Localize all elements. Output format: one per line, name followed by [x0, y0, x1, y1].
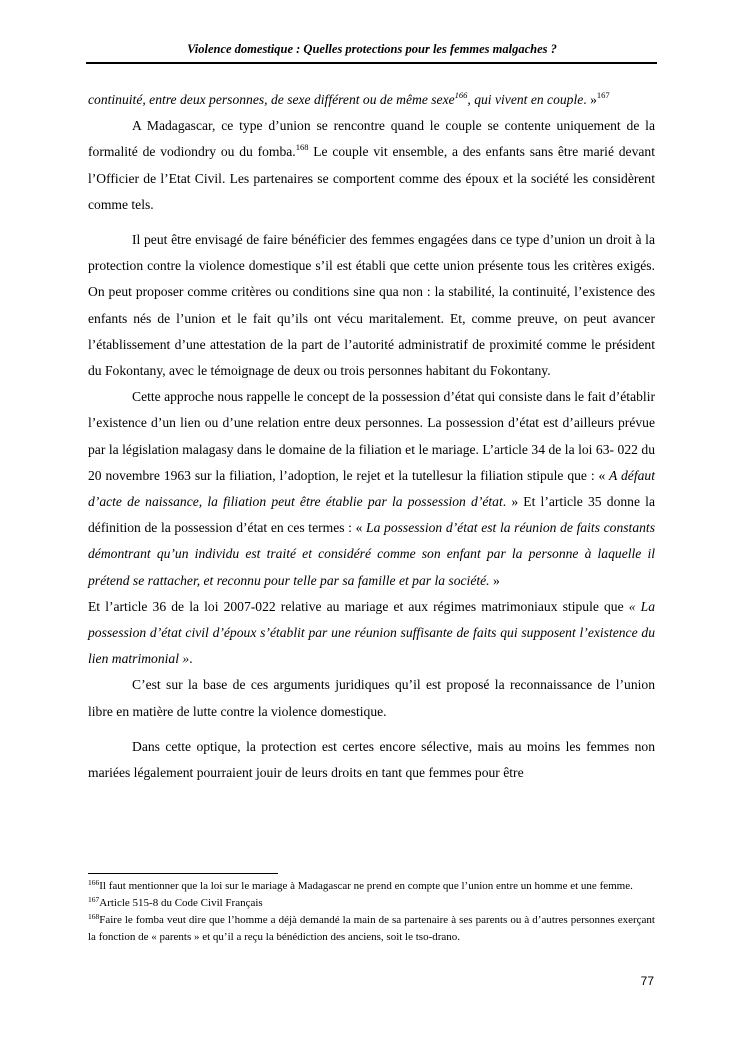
paragraph-1: [88, 87, 655, 113]
footnote-ref-167[interactable]: 167: [596, 90, 610, 100]
paragraph-4: [88, 384, 655, 594]
footnote-number: 166: [88, 878, 100, 887]
footnote-168: [88, 912, 655, 946]
footnote-167: [88, 895, 655, 912]
p4-quote-2: La possession d’état est la réunion de faits constants démontrant qu’un individu est traité et considéré comme son enfant par la personne à laquelle il prétend se rattacher, et reconnu pour telle par sa famille et par la société.: [88, 520, 655, 588]
footnote-separator: [88, 873, 278, 874]
p4-quote-1: A défaut d’acte de naissance, la filiation peut être établie par la possession d’état: [88, 467, 655, 510]
paragraph-2: [88, 113, 655, 218]
paragraph-7: Dans cette optique, la protection est certes encore sélective, mais au moins les femmes non mariées légalement pourraient jouir de leurs droits en tant que femmes pour être: [88, 738, 655, 781]
footnotes: [88, 878, 655, 946]
p5-quote: « La possession d’état civil d’époux s’établit par une réunion suffisante de faits qui supposent l’existence du lien matrimonial »: [88, 598, 655, 667]
page-number: 77: [640, 974, 654, 988]
p2-text-1: A Madagascar, ce type d’union se rencontre quand le couple se contente uniquement de la formalité de vodiondry ou du fomba.: [88, 118, 655, 160]
p5-text-1: Et l’article 36 de la loi 2007-022 relative au mariage et aux régimes matrimoniaux stipule que: [88, 598, 629, 614]
p1-text-3: . »: [583, 92, 597, 107]
p4-text-1: Cette approche nous rappelle le concept de la possession d’état qui consiste dans le fait d’établir l’existence d’un lien ou d’une relation entre deux personnes. La possession d’état est d’ailleurs prévue par la législation malagasy dans le domaine de la filiation et le mariage. L’article 34 de la loi 63- 022 du 20 novembre 1963 sur la filiation, l’adoption, le rejet et la tutellesur la filiation stipule que : «: [88, 389, 655, 483]
paragraph-3: Il peut être envisagé de faire bénéficier des femmes engagées dans ce type d’union un droit à la protection contre la violence domestique s’il est établi que cette union présente tous les critères exigés. On peut proposer comme critères ou conditions sine qua non : la stabilité, la continuité, l’existence des enfants nés de l’union et le fait qu’ils ont vécu maritalement. Et, comme preuve, on peut avancer l’établissement d’une attestation de la part de l’autorité administratif de proximité comme le président du Fokontany, avec le témoignage de deux ou trois personnes habitant du Fokontany.: [88, 232, 655, 379]
footnote-ref-166[interactable]: 166: [454, 90, 468, 100]
p4-text-2: . » Et l’article 35 donne la définition de la possession d’état en ces termes : «: [88, 494, 655, 536]
p4-text-3: »: [489, 572, 500, 588]
p1-text-1: continuité, entre deux personnes, de sexe différent ou de même sexe: [88, 92, 455, 107]
running-header: Violence domestique : Quelles protections pour les femmes malgaches ?: [187, 42, 557, 56]
p5-text-2: .: [189, 651, 193, 667]
body-text: [88, 87, 655, 786]
header-rule: [86, 62, 657, 64]
paragraph-6: C’est sur la base de ces arguments juridiques qu’il est proposé la reconnaissance de l’union libre en matière de lutte contre la violence domestique.: [88, 677, 655, 719]
footnote-text: Il faut mentionner que la loi sur le mariage à Madagascar ne prend en compte que l’union entre un homme et une femme.: [99, 880, 633, 892]
footnote-166: [88, 878, 655, 895]
p1-text-2: , qui vivent en couple: [467, 92, 584, 107]
p2-text-2: Le couple vit ensemble, a des enfants sans être marié devant l’Officier de l’Etat Civil. Les partenaires se comportent comme des époux et la société les considèrent comme tels.: [88, 144, 655, 212]
paragraph-5: [88, 594, 655, 673]
footnote-number: 168: [88, 912, 100, 921]
footnote-text: Article 515-8 du Code Civil Français: [99, 897, 263, 909]
footnote-number: 167: [88, 895, 100, 904]
footnote-text: Faire le fomba veut dire que l’homme a déjà demandé la main de sa partenaire à ses parents ou à d’autres personnes exerçant la fonction de « parents » et qu’il a reçu la bénédiction des anciens, soit le tso-drano.: [88, 914, 655, 943]
footnote-ref-168[interactable]: 168: [295, 142, 309, 153]
